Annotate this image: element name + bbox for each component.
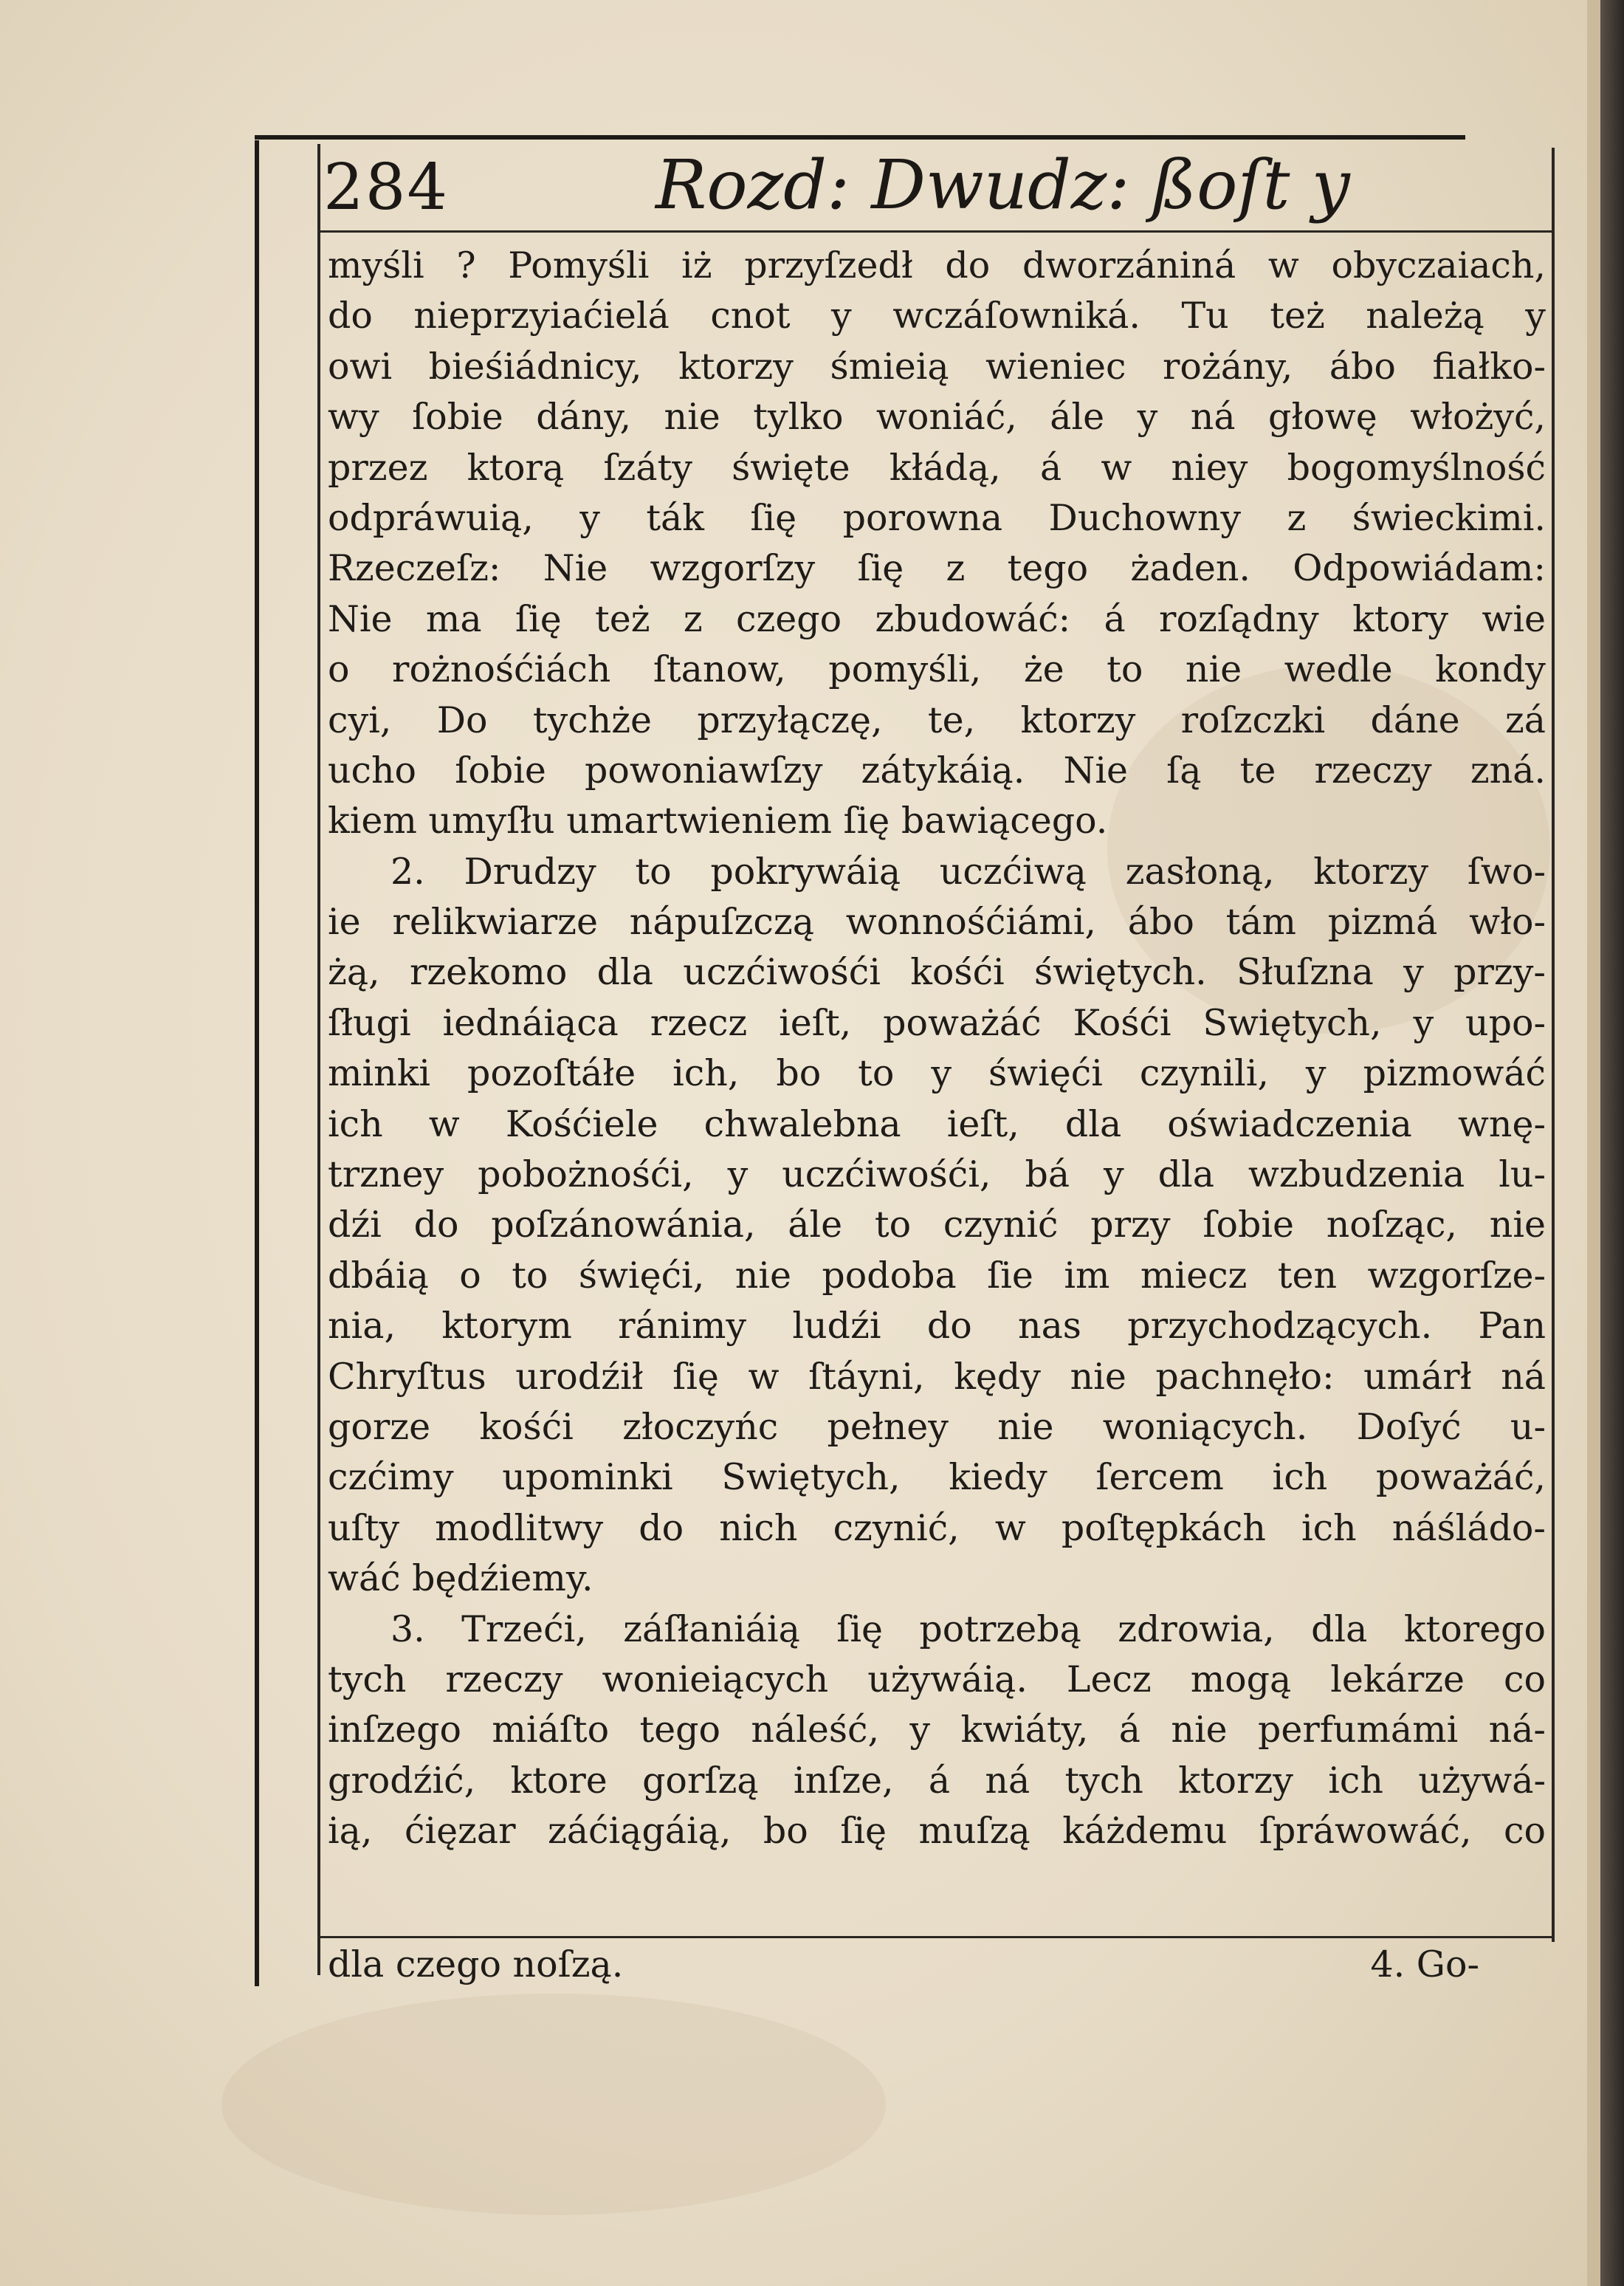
text-line: uſty modlitwy do nich czynić, w poſtępkách ich náśládo-: [328, 1506, 1546, 1549]
text-line: przez ktorą ſzáty święte kłádą, á w niey bogomyślność: [328, 446, 1546, 489]
paper-stain: [221, 1994, 886, 2215]
text-line: owi bieśiádnicy, ktorzy śmieią wieniec rożány, ábo fiałko-: [328, 345, 1546, 388]
text-line: trzney pobożnośći, y uczćiwośći, bá y dla wzbudzenia lu-: [328, 1153, 1546, 1196]
text-line: 3. Trzeći, záſłaniáią ſię potrzebą zdrowia, dla ktorego: [390, 1607, 1546, 1650]
text-line: inſzego miáſto tego náleść, y kwiáty, á nie perfumámi ná-: [328, 1709, 1546, 1751]
page-number: 284: [323, 151, 450, 224]
text-line: nia, ktorym ránimy ludźi do nas przychodzących. Pan: [328, 1305, 1546, 1348]
text-line: grodźić, ktore gorſzą inſze, á ná tych ktorzy ich używá-: [328, 1759, 1546, 1802]
text-line: ią, ćięzar záćiągáią, bo ſię muſzą káżdemu ſpráwowáć, co: [328, 1810, 1546, 1853]
text-line: gorze kośći złoczyńc pełney nie woniących. Doſyć u-: [328, 1405, 1546, 1448]
text-line: Rzeczeſz: Nie wzgorſzy ſię z tego żaden. Odpowiádam:: [328, 547, 1546, 590]
body-text: [328, 241, 1546, 1857]
final-line: dla czego noſzą.: [328, 1943, 624, 1985]
text-line: wy ſobie dány, nie tylko woniáć, ále y ná głowę włożyć,: [328, 396, 1546, 439]
text-line: Chryſtus urodźił ſię w ſtáyni, kędy nie pachnęło: umárł ná: [328, 1355, 1546, 1398]
frame-inner-left-rule: [317, 144, 320, 1975]
header-rule: [319, 230, 1553, 233]
frame-top-rule: [255, 135, 1465, 140]
text-line: 2. Drudzy to pokrywáią uczćiwą zasłoną, ktorzy ſwo-: [390, 850, 1546, 893]
page-footer: [328, 1940, 1479, 1990]
text-line: dbáią o to święći, nie podoba ſie im miecz ten wzgorſze-: [328, 1254, 1546, 1297]
text-line: ucho ſobie powoniawſzy zátykáią. Nie ſą te rzeczy zná.: [328, 749, 1546, 792]
text-line: ſługi iednáiąca rzecz ieſt, poważáć Kośći Swiętych, y upo-: [328, 1001, 1546, 1044]
page-header: [323, 145, 1549, 226]
text-line: minki pozoſtáłe ich, bo to y święći czynili, y pizmowáć: [328, 1052, 1546, 1095]
text-line: dźi do poſzánowánia, ále to czynić przy ſobie noſząc, nie: [328, 1204, 1546, 1246]
catchword: 4. Go-: [1370, 1943, 1479, 1985]
text-line: odpráwuią, y ták ſię porowna Duchowny z świeckimi.: [328, 496, 1546, 539]
text-line: Nie ma ſię też z czego zbudowáć: á rozſądny ktory wie: [328, 597, 1546, 640]
text-line: do nieprzyiaćielá cnot y wczáſowniká. Tu też należą y: [328, 295, 1546, 337]
frame-outer-left-rule: [255, 140, 259, 1986]
text-line: tych rzeczy wonieiących używáią. Lecz mogą lekárze co: [328, 1658, 1546, 1700]
text-line: kiem umyſłu umartwieniem ſię bawiącego.: [328, 800, 1108, 842]
running-head: Rozd: Dwudz: ßoſt y: [656, 145, 1350, 224]
text-line: żą, rzekomo dla uczćiwośći kośći świętych. Słuſzna y przy-: [328, 951, 1546, 994]
text-line: ie relikwiarze nápuſzczą wonnośćiámi, ábo tám pizmá wło-: [328, 901, 1546, 944]
text-line: ich w Kośćiele chwalebna ieſt, dla oświadczenia wnę-: [328, 1102, 1546, 1145]
book-gutter: [1600, 0, 1624, 2286]
text-line: myśli ? Pomyśli iż przyſzedł do dworzániná w obyczaiach,: [328, 244, 1546, 286]
frame-right-rule: [1552, 148, 1555, 1942]
text-line: o rożnośćiách ſtanow, pomyśli, że to nie wedle kondy: [328, 648, 1546, 691]
text-line: wáć będźiemy.: [328, 1557, 593, 1600]
text-line: czćimy upominki Swiętych, kiedy ſercem ich poważáć,: [328, 1456, 1546, 1499]
footer-rule: [319, 1936, 1553, 1938]
text-line: cyi, Do tychże przyłączę, te, ktorzy roſzczki dáne zá: [328, 698, 1546, 741]
